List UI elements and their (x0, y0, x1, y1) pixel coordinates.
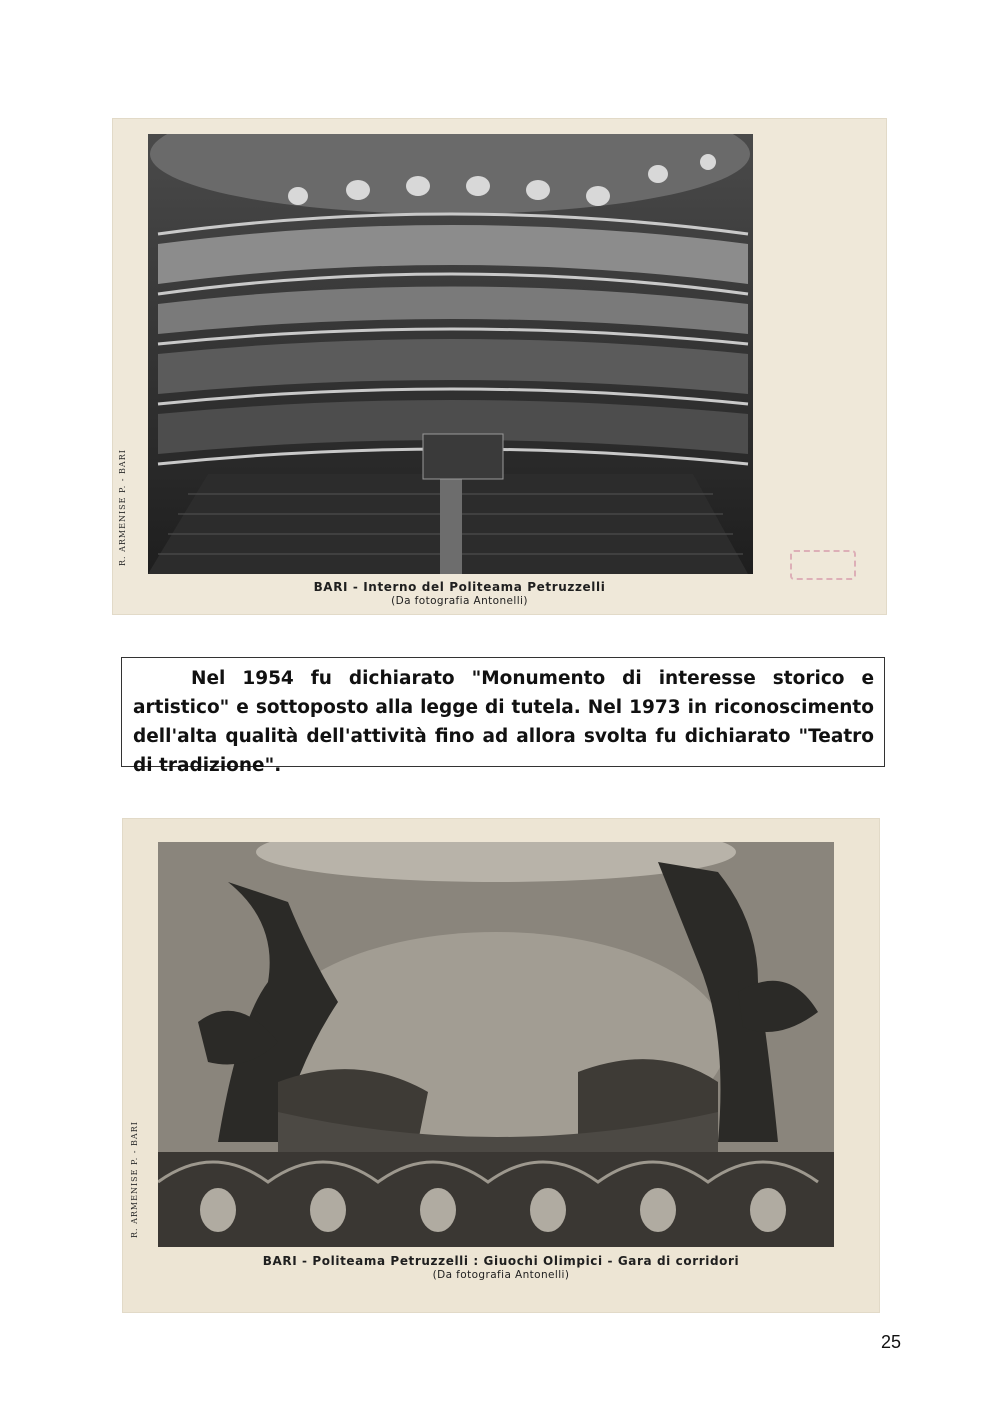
caption-title: BARI - Interno del Politeama Petruzzelli (313, 580, 606, 594)
ink-stamp-mark (790, 550, 856, 580)
postcard-ceiling-painting (122, 818, 880, 1313)
photographer-credit-vertical: R. ARMENISE P. - BARI (118, 449, 127, 566)
postcard-theatre-interior (112, 118, 887, 615)
theatre-interior-illustration (148, 134, 753, 574)
caption-subtitle: (Da fotografia Antonelli) (432, 1269, 570, 1281)
ceiling-painting-photo (158, 842, 834, 1247)
ceiling-painting-illustration (158, 842, 834, 1247)
postcard-caption (192, 580, 727, 607)
caption-subtitle: (Da fotografia Antonelli) (391, 595, 528, 607)
info-text-box: Nel 1954 fu dichiarato "Monumento di interesse storico e artistico" e sottoposto alla legge di tutela. Nel 1973 in riconoscimento dell'alta qualità dell'attività fino ad allora svolta fu dichiarato "Teatro di tradizione". (121, 657, 885, 767)
photographer-credit-vertical: R. ARMENISE P. - BARI (130, 1121, 139, 1238)
caption-title: BARI - Politeama Petruzzelli : Giuochi Olimpici - Gara di corridori (262, 1254, 740, 1268)
postcard-caption (162, 1254, 840, 1281)
theatre-interior-photo (148, 134, 753, 574)
page-number: 25 (881, 1332, 902, 1352)
